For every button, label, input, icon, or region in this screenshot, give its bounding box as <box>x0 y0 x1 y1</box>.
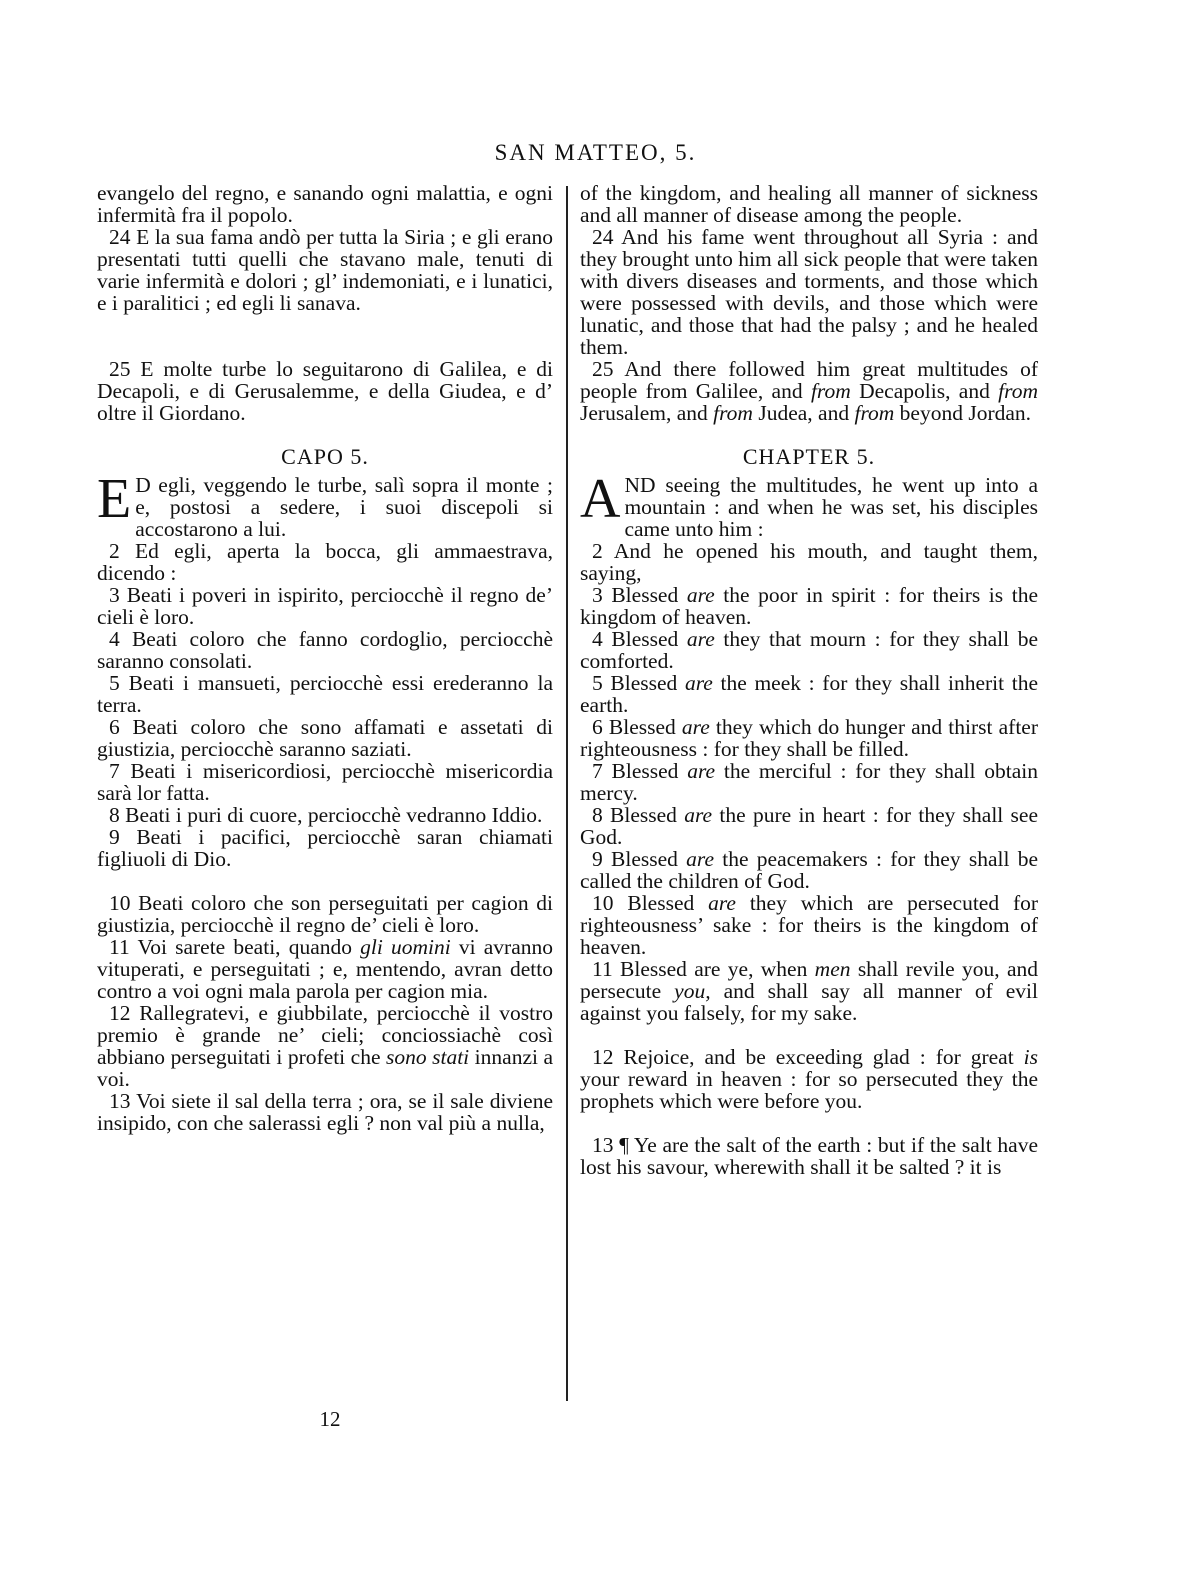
text: 11 Voi sarete beati, quando <box>109 935 361 959</box>
en-verse-12 <box>580 1046 1038 1112</box>
italic-text: from <box>998 379 1038 403</box>
it-verse-9: 9 Beati i pacifici, perciocchè saran chiamati figliuoli di Dio. <box>97 825 553 871</box>
en-verse-25 <box>580 358 1038 424</box>
italic-text: men <box>814 957 851 981</box>
verse-number: 10 <box>592 891 614 915</box>
text: 11 Blessed are ye, when <box>592 957 815 981</box>
italic-text: are <box>684 671 713 695</box>
italian-column <box>97 182 553 1134</box>
en-verse-10 <box>580 892 1038 958</box>
it-verse-5: 5 Beati i mansueti, perciocchè essi erederanno la terra. <box>97 671 553 717</box>
verse-number: 6 <box>592 715 603 739</box>
italic-text: are <box>684 803 713 827</box>
it-verse-24: 24 E la sua fama andò per tutta la Siria ; e gli erano presentati tutti quelli che stavano male, tenuti di varie infermità e dolori ; gl’ indemoniati, e i lunatici, e i paralitici ; ed egli li sanava. <box>97 225 553 315</box>
en-chapter-title: CHAPTER 5. <box>742 444 876 469</box>
text: the poor in spirit : for theirs is the kingdom of heaven. <box>580 583 1039 629</box>
text: the meek : for they shall inherit the earth. <box>580 671 1039 717</box>
italic-text: sono stati <box>386 1045 470 1069</box>
text: Blessed <box>611 627 679 651</box>
it-verse-10: 10 Beati coloro che son perseguitati per cagion di giustizia, perciocchè il regno de’ cieli è loro. <box>97 891 553 937</box>
en-verse-3 <box>580 584 1038 628</box>
text: your reward in heaven : for so persecuted they the prophets which were before you. <box>580 1067 1038 1113</box>
verse-number: 3 <box>592 583 603 607</box>
running-title: SAN MATTEO, 5. <box>494 140 697 165</box>
it-verse-11 <box>97 936 553 1002</box>
text: they which are persecuted for righteousness’ sake : for theirs is the kingdom of heaven. <box>580 891 1039 959</box>
en-verse-11 <box>580 958 1038 1024</box>
column-divider <box>566 186 568 1401</box>
italic-text: gli uomini <box>360 935 451 959</box>
it-intro: evangelo del regno, e sanando ogni malattia, e ogni infermità fra il popolo. <box>97 181 553 227</box>
text: and shall say all manner of evil against you falsely, for my sake. <box>580 979 1038 1025</box>
text: Blessed <box>627 891 695 915</box>
en-verse-2: 2 And he opened his mouth, and taught them, saying, <box>580 539 1038 585</box>
text: Decapolis, and <box>850 379 999 403</box>
text: Blessed <box>608 715 676 739</box>
it-verse-4: 4 Beati coloro che fanno cordoglio, perciocchè saranno consolati. <box>97 627 553 673</box>
text: 12 Rallegratevi, e giubbilate, perciocchè il vostro premio è grande ne’ cieli; conciossiachè così abbiano perseguitati i profeti che <box>97 1001 553 1069</box>
verse-number: 9 <box>592 847 603 871</box>
italic-text: are <box>686 627 715 651</box>
it-verse-6: 6 Beati coloro che sono affamati e assetati di giustizia, perciocchè saranno saziati. <box>97 715 553 761</box>
verse-number: 4 <box>592 627 603 651</box>
verse-number: 7 <box>592 759 603 783</box>
it-verse-3: 3 Beati i poveri in ispirito, perciocchè il regno de’ cieli è loro. <box>97 583 553 629</box>
en-verse-9 <box>580 848 1038 892</box>
en-verse-1-text: ND seeing the multitudes, he went up into a mountain : and when he was set, his disciples came unto him : <box>624 473 1038 541</box>
text: vi avranno vituperati, e perseguitati ; e, mentendo, avran detto contro a voi ogni mala parola per cagion mia. <box>97 935 554 1003</box>
text: shall revile you, and persecute <box>580 957 1038 1003</box>
italic-text: from <box>854 401 895 425</box>
text: they that mourn : for they shall be comforted. <box>580 627 1039 673</box>
en-verse-6 <box>580 716 1038 760</box>
it-verse-7: 7 Beati i misericordiosi, perciocchè misericordia sarà lor fatta. <box>97 759 553 805</box>
en-verse-1 <box>580 468 1038 541</box>
text: Blessed <box>610 803 677 827</box>
text: Blessed <box>611 583 679 607</box>
it-verse-1-text: D egli, veggendo le turbe, salì sopra il monte ; e, postosi a sedere, i suoi discepoli si accostarono a lui. <box>135 473 553 541</box>
it-verse-13: 13 Voi siete il sal della terra ; ora, se il sale diviene insipido, con che salerassi egli ? non val più a nulla, <box>97 1089 553 1135</box>
english-column <box>580 182 1038 1178</box>
italic-text: you, <box>674 979 711 1003</box>
it-verse-8: 8 Beati i puri di cuore, perciocchè vedranno Iddio. <box>109 803 543 827</box>
it-verse-1 <box>97 468 553 541</box>
page-number: 12 <box>319 1407 341 1431</box>
en-verse-8 <box>580 804 1038 848</box>
text: Blessed <box>611 759 679 783</box>
text: the pure in heart : for they shall see God. <box>580 803 1039 849</box>
italic-text: are <box>686 583 715 607</box>
italic-text: are <box>686 847 715 871</box>
text: the merciful : for they shall obtain mercy. <box>580 759 1039 805</box>
text: beyond Jordan. <box>894 401 1032 425</box>
it-chapter-title: CAPO 5. <box>281 444 369 469</box>
en-intro: of the kingdom, and healing all manner of sickness and all manner of disease among the people. <box>580 181 1038 227</box>
verse-number: 8 <box>592 803 603 827</box>
italic-text: are <box>681 715 710 739</box>
en-verse-7 <box>580 760 1038 804</box>
en-verse-4 <box>580 628 1038 672</box>
it-dropcap: E <box>97 468 132 530</box>
en-verse-24: 24 And his fame went throughout all Syria : and they brought unto him all sick people that were taken with divers diseases and torments, and those which were possessed with devils, and those which were lunatic, and those that had the palsy ; and he healed them. <box>580 225 1038 359</box>
en-verse-13: 13 ¶ Ye are the salt of the earth : but if the salt have lost his savour, wherewith shall it be salted ? it is <box>580 1133 1038 1179</box>
it-verse-12 <box>97 1002 553 1090</box>
it-verse-2: 2 Ed egli, aperta la bocca, gli ammaestrava, dicendo : <box>97 539 553 585</box>
italic-text: are <box>708 891 736 915</box>
text: Blessed <box>611 847 678 871</box>
italic-text: is <box>1023 1045 1038 1069</box>
text: 12 Rejoice, and be exceeding glad : for great <box>592 1045 1024 1069</box>
verse-number: 5 <box>592 671 603 695</box>
text: Judea, and <box>752 401 855 425</box>
text: they which do hunger and thirst after righteousness : for they shall be filled. <box>580 715 1038 761</box>
text: Blessed <box>610 671 678 695</box>
en-dropcap: A <box>580 468 621 530</box>
text: Jerusalem, and <box>580 401 714 425</box>
italic-text: are <box>687 759 716 783</box>
text: the peacemakers : for they shall be called the children of God. <box>580 847 1038 893</box>
text: innanzi a voi. <box>97 1045 554 1091</box>
it-verse-25: 25 E molte turbe lo seguitarono di Galilea, e di Decapoli, e di Gerusalemme, e della Giudea, e d’ oltre il Giordano. <box>97 357 553 425</box>
text: 25 And there followed him great multitudes of people from Galilee, and <box>580 357 1038 403</box>
italic-text: from <box>810 379 851 403</box>
italic-text: from <box>713 401 753 425</box>
en-verse-5 <box>580 672 1038 716</box>
